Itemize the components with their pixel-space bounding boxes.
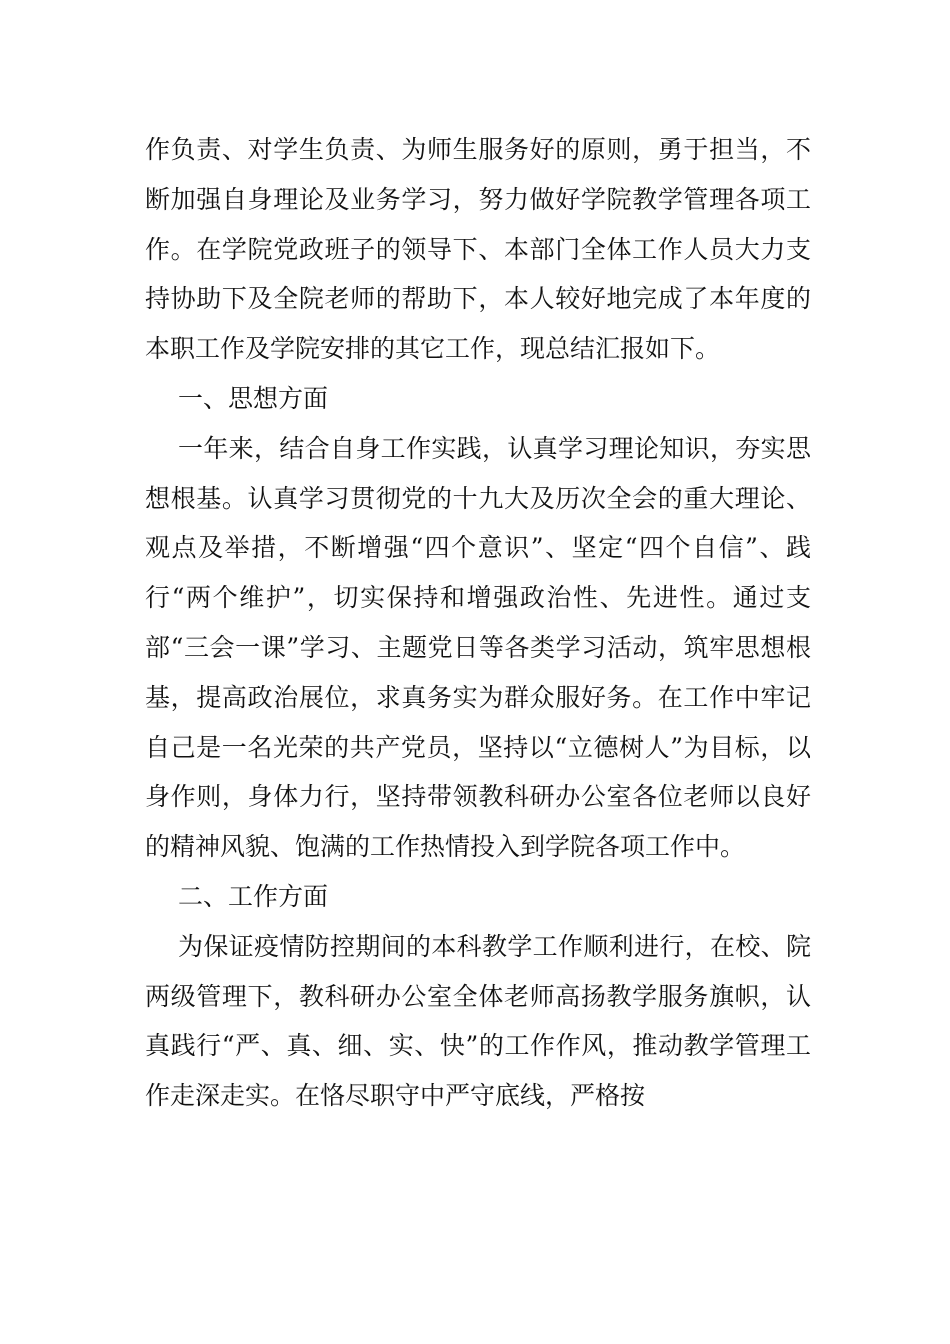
document-body xyxy=(145,125,811,1121)
section-heading-ideology: 一、思想方面 xyxy=(178,383,329,413)
paragraph-intro-continuation: 作负责、对学生负责、为师生服务好的原则，勇于担当，不断加强自身理论及业务学习，努力做好学院教学管理各项工作。在学院党政班子的领导下、本部门全体工作人员大力支持协助下及全院老师的帮助下，本人较好地完成了本年度的本职工作及学院安排的其它工作，现总结汇报如下。 xyxy=(145,135,811,364)
paragraph-ideology: 一年来，结合自身工作实践，认真学习理论知识，夯实思想根基。认真学习贯彻党的十九大及历次全会的重大理论、观点及举措，不断增强“四个意识”、坚定“四个自信”、践行“两个维护”，切实保持和增强政治性、先进性。通过支部“三会一课”学习、主题党日等各类学习活动，筑牢思想根基，提高政治展位，求真务实为群众服好务。在工作中牢记自己是一名光荣的共产党员，坚持以“立德树人”为目标，以身作则，身体力行，坚持带领教科研办公室各位老师以良好的精神风貌、饱满的工作热情投入到学院各项工作中。 xyxy=(145,433,811,862)
section-heading-work: 二、工作方面 xyxy=(178,881,329,911)
paragraph-work: 为保证疫情防控期间的本科教学工作顺利进行，在校、院两级管理下，教科研办公室全体老师高扬教学服务旗帜，认真践行“严、真、细、实、快”的工作作风，推动教学管理工作走深走实。在恪尽职守中严守底线，严格按 xyxy=(145,931,811,1111)
